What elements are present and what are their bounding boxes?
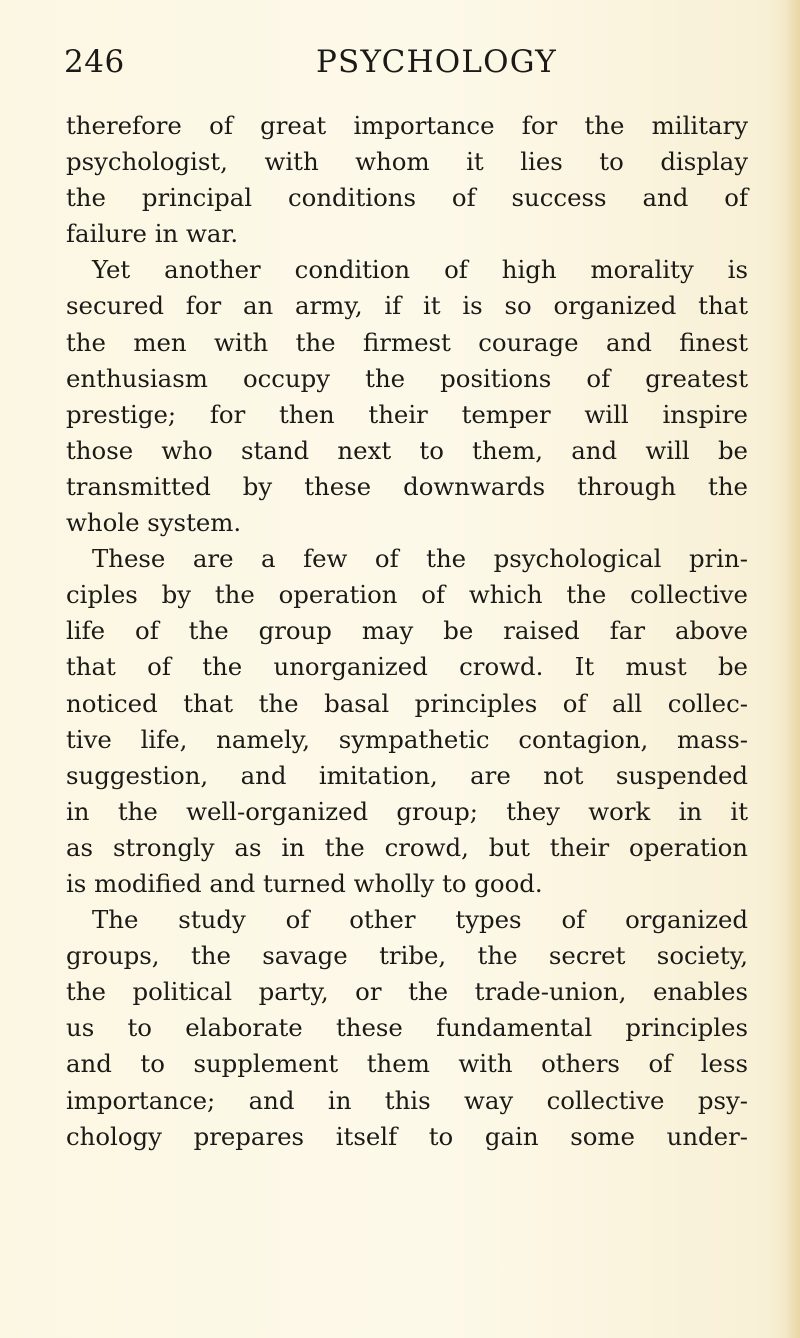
text-line: secured for an army, if it is so organized that: [66, 291, 748, 321]
text-line: ciples by the operation of which the collective: [66, 580, 748, 610]
running-head: [64, 40, 744, 84]
text-line: life of the group may be raised far above: [66, 616, 748, 646]
text-line: us to elaborate these fundamental principles: [66, 1013, 748, 1043]
text-line: importance; and in this way collective psy-: [66, 1085, 748, 1115]
text-line: psychologist, with whom it lies to display: [66, 147, 748, 177]
text-line: Yet another condition of high morality is: [92, 255, 748, 285]
text-line: and to supplement them with others of less: [66, 1049, 748, 1079]
text-line: that of the unorganized crowd. It must be: [66, 652, 748, 682]
text-line: The study of other types of organized: [92, 905, 748, 935]
text-line: These are a few of the psychological prin-: [92, 544, 748, 574]
text-line: in the well-organized group; they work in it: [66, 796, 748, 826]
text-line: enthusiasm occupy the positions of greatest: [66, 363, 748, 393]
text-line: suggestion, and imitation, are not suspended: [66, 760, 748, 790]
text-line: prestige; for then their temper will inspire: [66, 399, 748, 429]
text-line: failure in war.: [66, 219, 239, 249]
text-line: therefore of great importance for the military: [66, 111, 748, 140]
page-heading: PSYCHOLOGY: [316, 44, 557, 80]
text-line: tive life, namely, sympathetic contagion, mass-: [66, 724, 748, 754]
text-line: as strongly as in the crowd, but their operation: [66, 832, 748, 862]
text-line: the men with the firmest courage and finest: [66, 327, 748, 357]
text-line: chology prepares itself to gain some under-: [66, 1121, 748, 1151]
text-line: whole system.: [66, 508, 242, 538]
text-line: noticed that the basal principles of all collec-: [66, 688, 748, 718]
body-text: [66, 108, 748, 1155]
text-line: those who stand next to them, and will be: [66, 435, 748, 465]
text-line: transmitted by these downwards through the: [66, 471, 748, 501]
page-number: 246: [64, 44, 125, 80]
text-line: is modified and turned wholly to good.: [66, 868, 543, 898]
page-edge-shadow: [786, 0, 800, 1338]
text-line: the political party, or the trade-union, enables: [66, 977, 748, 1007]
text-line: the principal conditions of success and of: [66, 183, 748, 213]
text-line: groups, the savage tribe, the secret society,: [66, 941, 748, 971]
